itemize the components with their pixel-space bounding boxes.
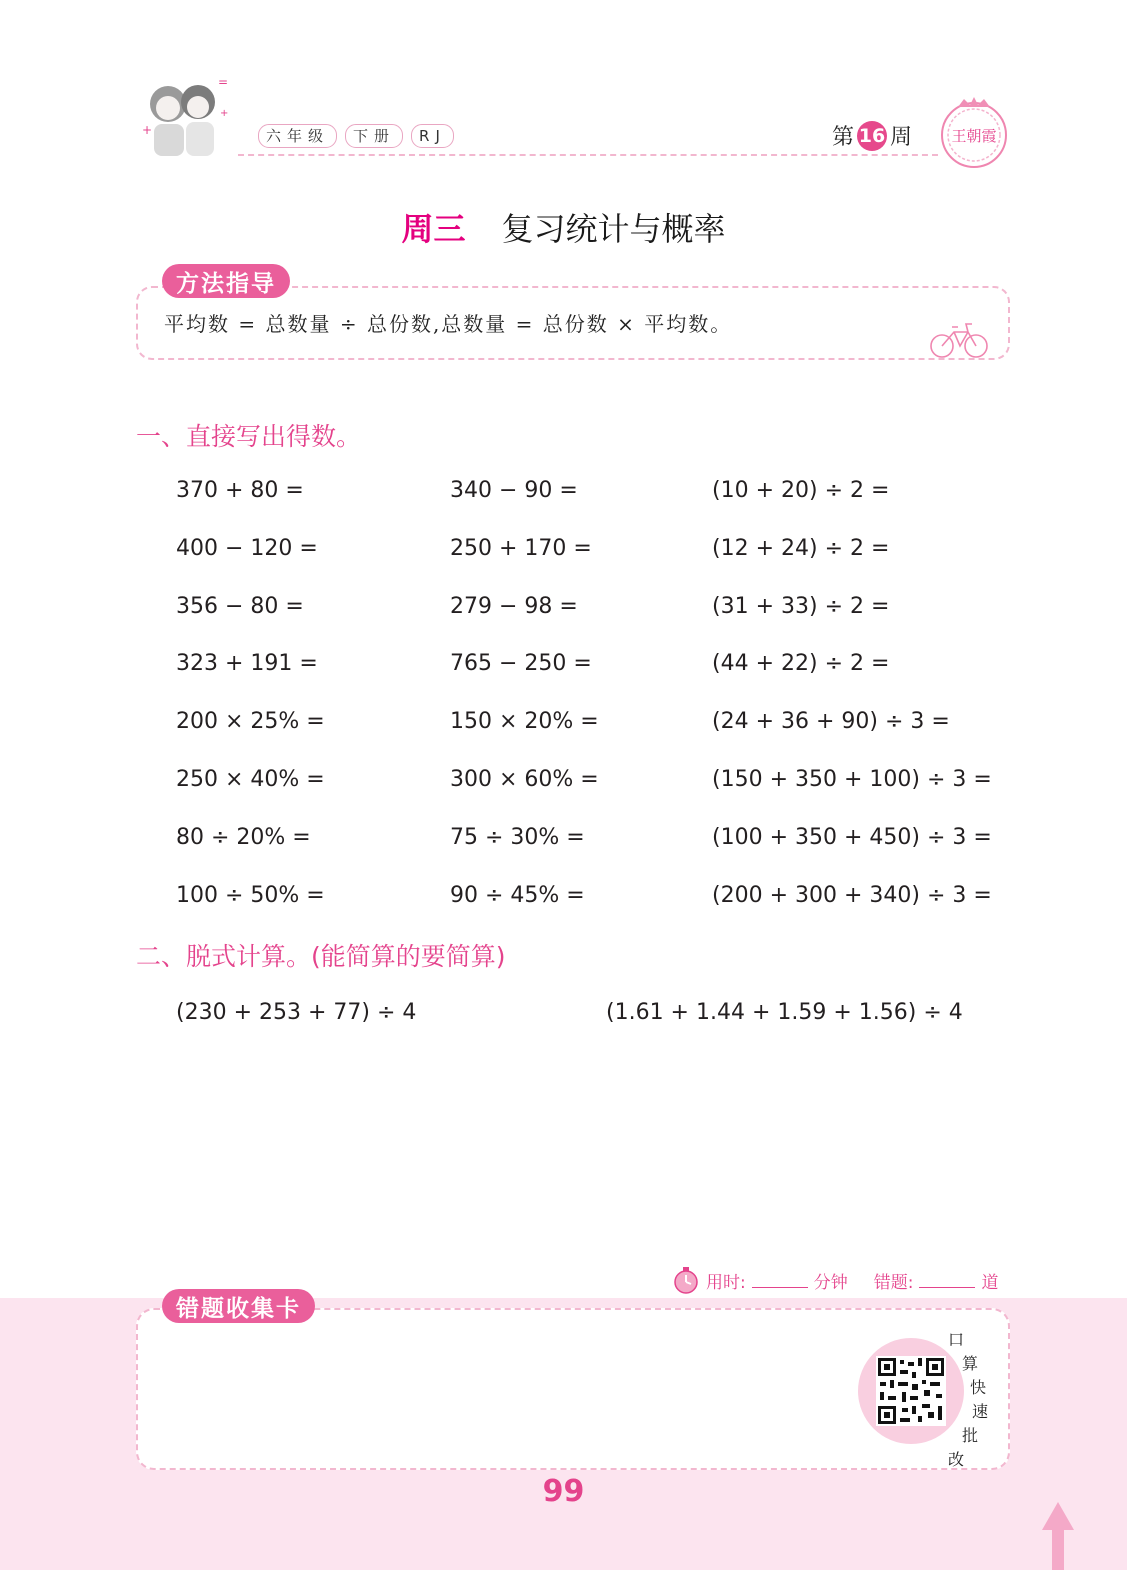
oral-problem: 250 + 170 = xyxy=(450,536,592,561)
oral-problem: 90 ÷ 45% = xyxy=(450,883,585,908)
oral-problem: 80 ÷ 20% = xyxy=(176,825,311,850)
title-day: 周三 xyxy=(401,210,466,248)
book-info-tags xyxy=(258,124,454,148)
oral-problem: (150 + 350 + 100) ÷ 3 = xyxy=(712,767,992,792)
method-guide-text: 平均数 = 总数量 ÷ 总份数,总数量 = 总份数 × 平均数。 xyxy=(164,312,733,336)
oral-problem: (44 + 22) ÷ 2 = xyxy=(712,651,890,676)
section-1-heading: 一、直接写出得数。 xyxy=(136,422,362,451)
grade-tag: 六年级 xyxy=(258,124,337,148)
qr-caption xyxy=(944,1328,988,1472)
oral-problem: 150 × 20% = xyxy=(450,709,599,734)
title-topic: 复习统计与概率 xyxy=(501,210,726,248)
svg-text:王朝霞: 王朝霞 xyxy=(951,127,997,145)
oral-problem: (24 + 36 + 90) ÷ 3 = xyxy=(712,709,950,734)
page-title xyxy=(0,204,1127,250)
svg-text:+: + xyxy=(220,108,229,119)
oral-problem: 765 − 250 = xyxy=(450,651,592,676)
oral-problem: 300 × 60% = xyxy=(450,767,599,792)
oral-problem: 75 ÷ 30% = xyxy=(450,825,585,850)
method-guide-label: 方法指导 xyxy=(162,264,290,298)
week-indicator xyxy=(832,120,912,151)
qr-caption-char: 改 xyxy=(948,1450,965,1469)
header-divider xyxy=(238,154,938,156)
week-suffix: 周 xyxy=(890,125,913,150)
oral-problem: 100 ÷ 50% = xyxy=(176,883,325,908)
step-calc-problem: (230 + 253 + 77) ÷ 4 xyxy=(176,1000,417,1025)
errors-blank[interactable] xyxy=(919,1273,975,1288)
svg-text:=: = xyxy=(218,75,229,89)
bicycle-icon xyxy=(928,318,990,360)
errors-label: 错题: xyxy=(873,1272,914,1293)
section-2-heading: 二、脱式计算。(能简算的要简算) xyxy=(136,942,506,971)
stopwatch-icon xyxy=(672,1266,700,1294)
qr-caption-char: 速 xyxy=(972,1402,989,1421)
oral-problem: 200 × 25% = xyxy=(176,709,325,734)
children-illustration xyxy=(140,72,235,160)
time-label: 用时: xyxy=(706,1272,746,1293)
qr-caption-char: 批 xyxy=(962,1426,979,1445)
qr-caption-char: 快 xyxy=(970,1378,987,1397)
oral-problem: (31 + 33) ÷ 2 = xyxy=(712,594,890,619)
oral-problem: 340 − 90 = xyxy=(450,478,578,503)
week-number-badge: 16 xyxy=(857,121,887,151)
edition-tag: RJ xyxy=(411,124,454,148)
oral-problem: (12 + 24) ÷ 2 = xyxy=(712,536,890,561)
step-calc-problem: (1.61 + 1.44 + 1.59 + 1.56) ÷ 4 xyxy=(606,1000,963,1025)
author-seal-logo xyxy=(936,95,1012,171)
oral-problem: (10 + 20) ÷ 2 = xyxy=(712,478,890,503)
up-arrow-icon xyxy=(1040,1500,1076,1570)
svg-text:+: + xyxy=(142,123,153,137)
errors-unit: 道 xyxy=(981,1272,999,1293)
error-collection-label: 错题收集卡 xyxy=(162,1289,315,1323)
oral-problem: (200 + 300 + 340) ÷ 3 = xyxy=(712,883,992,908)
qr-caption-char: 口 xyxy=(948,1330,965,1349)
page-number: 99 xyxy=(542,1474,585,1509)
volume-tag: 下册 xyxy=(345,124,403,148)
oral-problem: 370 + 80 = xyxy=(176,478,304,503)
time-and-errors-bar xyxy=(672,1266,998,1294)
oral-problem: 400 − 120 = xyxy=(176,536,318,561)
qr-caption-char: 算 xyxy=(962,1354,979,1373)
oral-problem: (100 + 350 + 450) ÷ 3 = xyxy=(712,825,992,850)
oral-problem: 279 − 98 = xyxy=(450,594,578,619)
qr-code-icon[interactable] xyxy=(876,1356,946,1426)
time-blank[interactable] xyxy=(752,1273,808,1288)
week-prefix: 第 xyxy=(832,125,855,150)
oral-problem: 356 − 80 = xyxy=(176,594,304,619)
oral-problem: 323 + 191 = xyxy=(176,651,318,676)
oral-problem: 250 × 40% = xyxy=(176,767,325,792)
time-unit: 分钟 xyxy=(813,1272,848,1293)
